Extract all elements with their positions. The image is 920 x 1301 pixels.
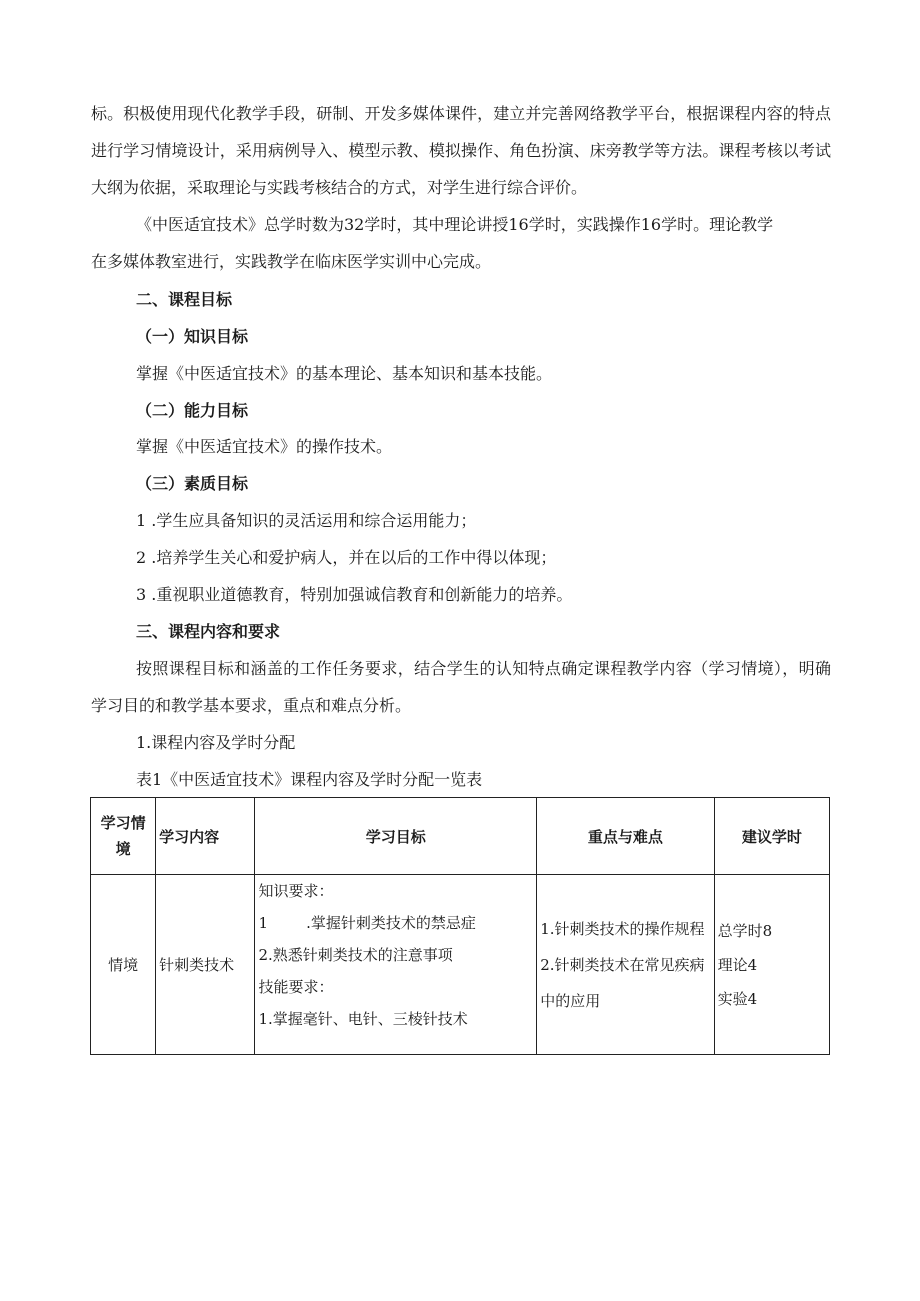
objective-line: 知识要求： [258, 882, 334, 900]
hours-lab: 实验4 [717, 989, 758, 1008]
knowledge-text: 掌握《中医适宜技术》的基本理论、基本知识和基本技能。 [136, 364, 553, 383]
knowledge-heading: （一）知识目标 [136, 327, 249, 346]
section3-paragraph: 按照课程目标和涵盖的工作任务要求，结合学生的认知特点确定课程教学内容（学习情境），明确学习目的和教学基本要求，重点和难点分析。 [91, 659, 831, 715]
ability-heading: （二）能力目标 [136, 401, 249, 420]
section2-heading: 二、课程目标 [136, 290, 233, 309]
quality-heading: （三）素质目标 [136, 474, 249, 493]
section3-heading: 三、课程内容和要求 [136, 622, 281, 641]
header-content: 学习内容 [156, 798, 255, 875]
objective-line: 1 .掌握针刺类技术的禁忌症 [258, 914, 476, 932]
hours-paragraph-line2: 在多媒体教室进行，实践教学在临床医学实训中心完成。 [91, 252, 492, 271]
table-header-row [91, 798, 830, 875]
quality-item: 3 .重视职业道德教育，特别加强诚信教育和创新能力的培养。 [136, 585, 573, 604]
hours-theory: 理论4 [717, 955, 758, 974]
header-key-points: 重点与难点 [537, 798, 714, 875]
cell-content: 针刺类技术 [156, 875, 255, 1055]
objective-line: 技能要求： [258, 978, 334, 996]
header-objectives: 学习目标 [255, 798, 537, 875]
table-caption: 表1《中医适宜技术》课程内容及学时分配一览表 [136, 770, 483, 789]
quality-item: 2 .培养学生关心和爱护病人，并在以后的工作中得以体现； [136, 548, 557, 567]
key-point: 2.针刺类技术在常见疾病中的应用 [540, 955, 705, 1010]
cell-objectives [255, 875, 537, 1055]
cell-situation: 情境 [91, 875, 156, 1055]
key-point: 1.针刺类技术的操作规程 [540, 919, 705, 938]
quality-item: 1 .学生应具备知识的灵活运用和综合运用能力； [136, 511, 477, 530]
table-row [91, 875, 830, 1055]
sub1-heading: 1.课程内容及学时分配 [136, 733, 296, 752]
header-situation: 学习情境 [91, 798, 156, 875]
objective-line: 2.熟悉针刺类技术的注意事项 [258, 946, 453, 964]
ability-text: 掌握《中医适宜技术》的操作技术。 [136, 437, 393, 456]
cell-key-points [537, 875, 714, 1055]
hours-total: 总学时8 [717, 921, 773, 940]
hours-paragraph-line1: 《中医适宜技术》总学时数为32学时，其中理论讲授16学时，实践操作16学时。理论教学 [136, 215, 774, 234]
cell-hours [714, 875, 829, 1055]
course-content-table [90, 797, 830, 1055]
intro-paragraph: 标。积极使用现代化教学手段，研制、开发多媒体课件，建立并完善网络教学平台，根据课程内容的特点进行学习情境设计，采用病例导入、模型示教、模拟操作、角色扮演、床旁教学等方法。课程考核以考试大纲为依据，采取理论与实践考核结合的方式，对学生进行综合评价。 [91, 104, 831, 197]
header-hours: 建议学时 [714, 798, 829, 875]
objective-line: 1.掌握毫针、电针、三棱针技术 [258, 1010, 468, 1028]
